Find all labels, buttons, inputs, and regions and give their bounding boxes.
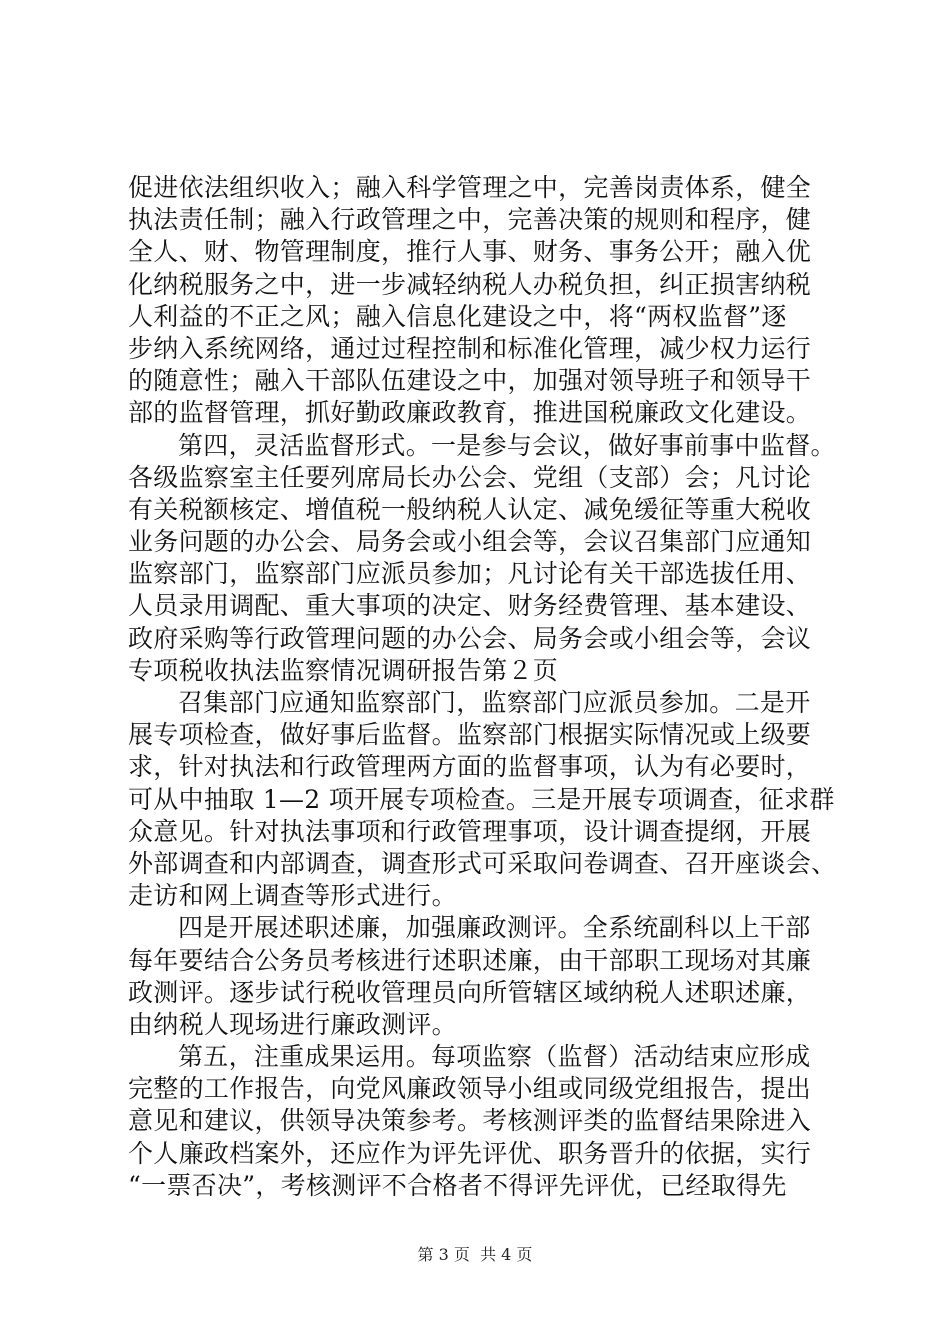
text-line: 第四，灵活监督形式。一是参与会议，做好事前事中监督。 <box>178 430 836 460</box>
text-line: 政府采购等行政管理问题的办公会、局务会或小组会等，会议 <box>128 623 812 653</box>
text-line: 的随意性；融入干部队伍建设之中，加强对领导班子和领导干 <box>128 366 812 396</box>
paragraph <box>128 430 838 688</box>
text-line: 可从中抽取 1—2 项开展专项检查。三是开展专项调查，征求群 <box>128 784 835 814</box>
text-line: 完整的工作报告，向党风廉政领导小组或同级党组报告，提出 <box>128 1074 812 1104</box>
paragraph <box>128 172 838 430</box>
text-line: 召集部门应通知监察部门，监察部门应派员参加。二是开 <box>178 688 811 717</box>
page-number-text: 第 3 页 共 4 页 <box>417 1245 533 1264</box>
paragraph <box>128 687 838 912</box>
text-line: “一票否决”，考核测评不合格者不得评先评优，已经取得先 <box>128 1170 787 1200</box>
text-line: 外部调查和内部调查，调查形式可采取问卷调查、召开座谈会、 <box>128 848 837 878</box>
text-line: 众意见。针对执法事项和行政管理事项，设计调查提纲，开展 <box>128 816 812 846</box>
text-line: 执法责任制；融入行政管理之中，完善决策的规则和程序，健 <box>128 205 812 235</box>
text-line: 四是开展述职述廉，加强廉政测评。全系统副科以上干部 <box>178 913 811 943</box>
document-body <box>128 172 838 1202</box>
text-line: 意见和建议，供领导决策参考。考核测评类的监督结果除进入 <box>128 1106 812 1136</box>
text-line: 化纳税服务之中，进一步减轻纳税人办税负担，纠正损害纳税 <box>128 269 812 299</box>
text-line: 求，针对执法和行政管理两方面的监督事项，认为有必要时， <box>128 752 812 782</box>
text-line: 步纳入系统网络，通过过程控制和标准化管理，减少权力运行 <box>128 333 812 363</box>
text-line: 各级监察室主任要列席局长办公会、党组（支部）会；凡讨论 <box>128 462 812 492</box>
text-line: 有关税额核定、增值税一般纳税人认定、减免缓征等重大税收 <box>128 494 812 524</box>
text-line: 全人、财、物管理制度，推行人事、财务、事务公开；融入优 <box>128 237 812 267</box>
text-line: 个人廉政档案外，还应作为评先评优、职务晋升的依据，实行 <box>128 1138 812 1168</box>
text-line: 专项税收执法监察情况调研报告第２页 <box>128 655 559 685</box>
text-line: 展专项检查，做好事后监督。监察部门根据实际情况或上级要 <box>128 720 812 750</box>
page-footer <box>0 1244 950 1266</box>
text-line: 由纳税人现场进行廉政测评。 <box>128 1009 457 1039</box>
text-line: 人员录用调配、重大事项的决定、财务经费管理、基本建设、 <box>128 591 812 621</box>
text-line: 监察部门，监察部门应派员参加；凡讨论有关干部选拔任用、 <box>128 559 812 589</box>
text-line: 部的监督管理，抓好勤政廉政教育，推进国税廉政文化建设。 <box>128 398 812 428</box>
text-line: 每年要结合公务员考核进行述职述廉，由干部职工现场对其廉 <box>128 945 812 975</box>
text-line: 政测评。逐步试行税收管理员向所管辖区域纳税人述职述廉， <box>128 977 812 1007</box>
text-line: 第五，注重成果运用。每项监察（监督）活动结束应形成 <box>178 1042 811 1072</box>
text-line: 促进依法组织收入；融入科学管理之中，完善岗责体系，健全 <box>128 173 812 202</box>
text-line: 业务问题的办公会、局务会或小组会等，会议召集部门应通知 <box>128 527 812 557</box>
paragraph <box>128 1041 838 1202</box>
text-line: 人利益的不正之风；融入信息化建设之中，将“两权监督”逐 <box>128 301 787 331</box>
text-line: 走访和网上调查等形式进行。 <box>128 881 457 911</box>
paragraph <box>128 912 838 1041</box>
